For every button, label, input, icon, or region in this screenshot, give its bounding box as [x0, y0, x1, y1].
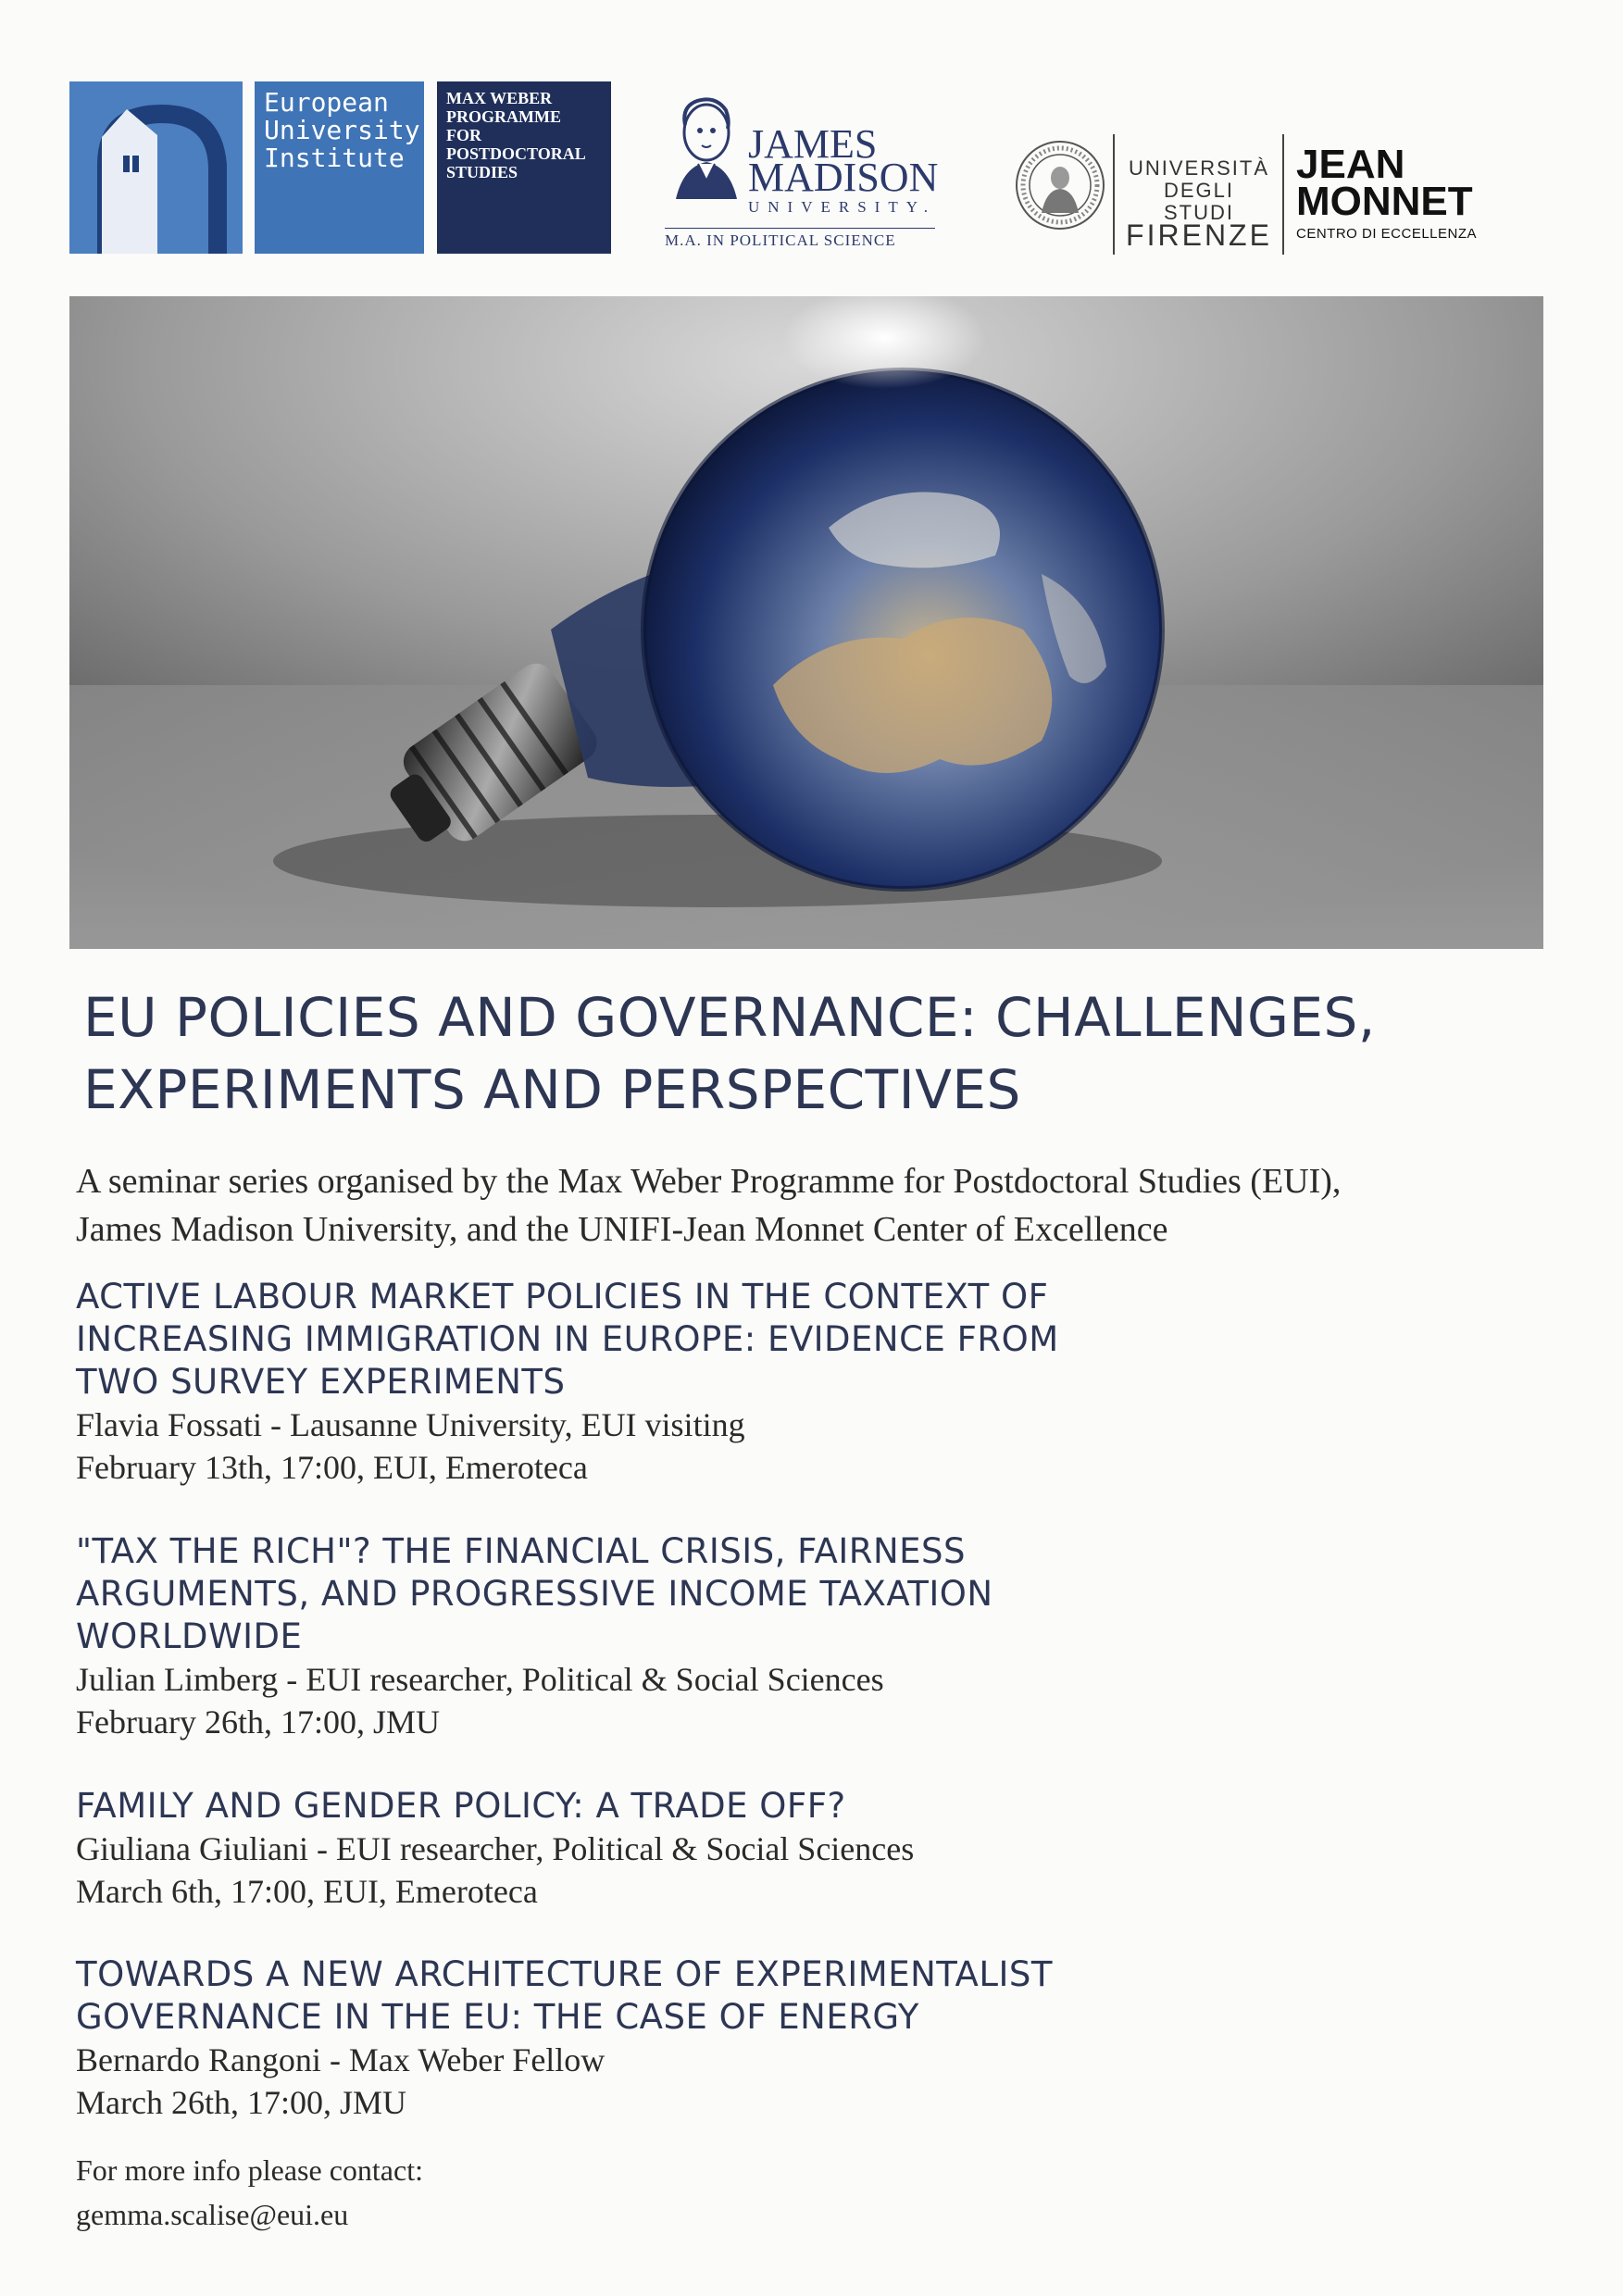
seminar-title: FAMILY AND GENDER POLICY: A TRADE OFF?	[76, 1786, 846, 1826]
jean-monnet-subtitle: CENTRO DI ECCELLENZA	[1296, 226, 1478, 242]
seminar-entry	[76, 1530, 1465, 1743]
eui-logo-text: European University Institute	[255, 81, 424, 254]
eui-logo-emblem	[69, 81, 243, 254]
max-weber-logo: MAX WEBER PROGRAMME FOR POSTDOCTORAL STUDIES	[437, 81, 611, 254]
unifi-logo-text: UNIVERSITÀ DEGLI STUDI FIRENZE	[1126, 156, 1272, 252]
logo-divider	[1282, 134, 1284, 255]
seminar-date-venue: February 13th, 17:00, EUI, Emeroteca	[76, 1449, 588, 1486]
contact-email-link[interactable]: gemma.scalise@eui.eu	[76, 2198, 349, 2231]
logo-divider	[1113, 134, 1115, 255]
madison-portrait-icon	[665, 88, 748, 218]
seminar-date-venue: February 26th, 17:00, JMU	[76, 1703, 440, 1741]
page-title: EU POLICIES AND GOVERNANCE: CHALLENGES, EXPERIMENTS AND PERSPECTIVES	[83, 986, 1376, 1121]
seminar-date-venue: March 26th, 17:00, JMU	[76, 2084, 406, 2121]
jean-monnet-logo: JEAN MONNET	[1296, 142, 1473, 224]
contact-info	[76, 2148, 423, 2237]
seminar-speaker: Flavia Fossati - Lausanne University, EUI visiting	[76, 1406, 745, 1443]
unifi-seal-icon	[1014, 139, 1106, 231]
globe-lightbulb-image	[69, 296, 1543, 949]
seminar-title: TOWARDS A NEW ARCHITECTURE OF EXPERIMENTALIST GOVERNANCE IN THE EU: THE CASE OF ENERGY	[76, 1954, 1053, 2037]
seminar-title: "TAX THE RICH"? THE FINANCIAL CRISIS, FAIRNESS ARGUMENTS, AND PROGRESSIVE INCOME TAXATION WORLDWIDE	[76, 1531, 993, 1656]
jmu-logo-university: UNIVERSITY.	[748, 198, 937, 216]
seminar-speaker: Bernardo Rangoni - Max Weber Fellow	[76, 2041, 606, 2078]
series-description: A seminar series organised by the Max Weber Programme for Postdoctoral Studies (EUI), James Madison University, and the UNIFI-Jean Monnet Center of Excellence	[76, 1162, 1342, 1249]
jmu-logo-name: JAMES MADISON	[748, 121, 939, 200]
jmu-ma-program: M.A. IN POLITICAL SCIENCE	[665, 228, 935, 250]
seminar-date-venue: March 6th, 17:00, EUI, Emeroteca	[76, 1873, 538, 1910]
seminar-speaker: Julian Limberg - EUI researcher, Political & Social Sciences	[76, 1661, 884, 1698]
seminar-entry	[76, 1953, 1465, 2124]
contact-label: For more info please contact:	[76, 2153, 423, 2187]
seminar-entry	[76, 1785, 1465, 1913]
seminar-title: ACTIVE LABOUR MARKET POLICIES IN THE CONTEXT OF INCREASING IMMIGRATION IN EUROPE: EVIDENCE FROM TWO SURVEY EXPERIMENTS	[76, 1277, 1059, 1402]
eui-tower-icon	[69, 81, 243, 254]
seminar-speaker: Giuliana Giuliani - EUI researcher, Political & Social Sciences	[76, 1830, 915, 1867]
seminar-entry	[76, 1276, 1465, 1489]
